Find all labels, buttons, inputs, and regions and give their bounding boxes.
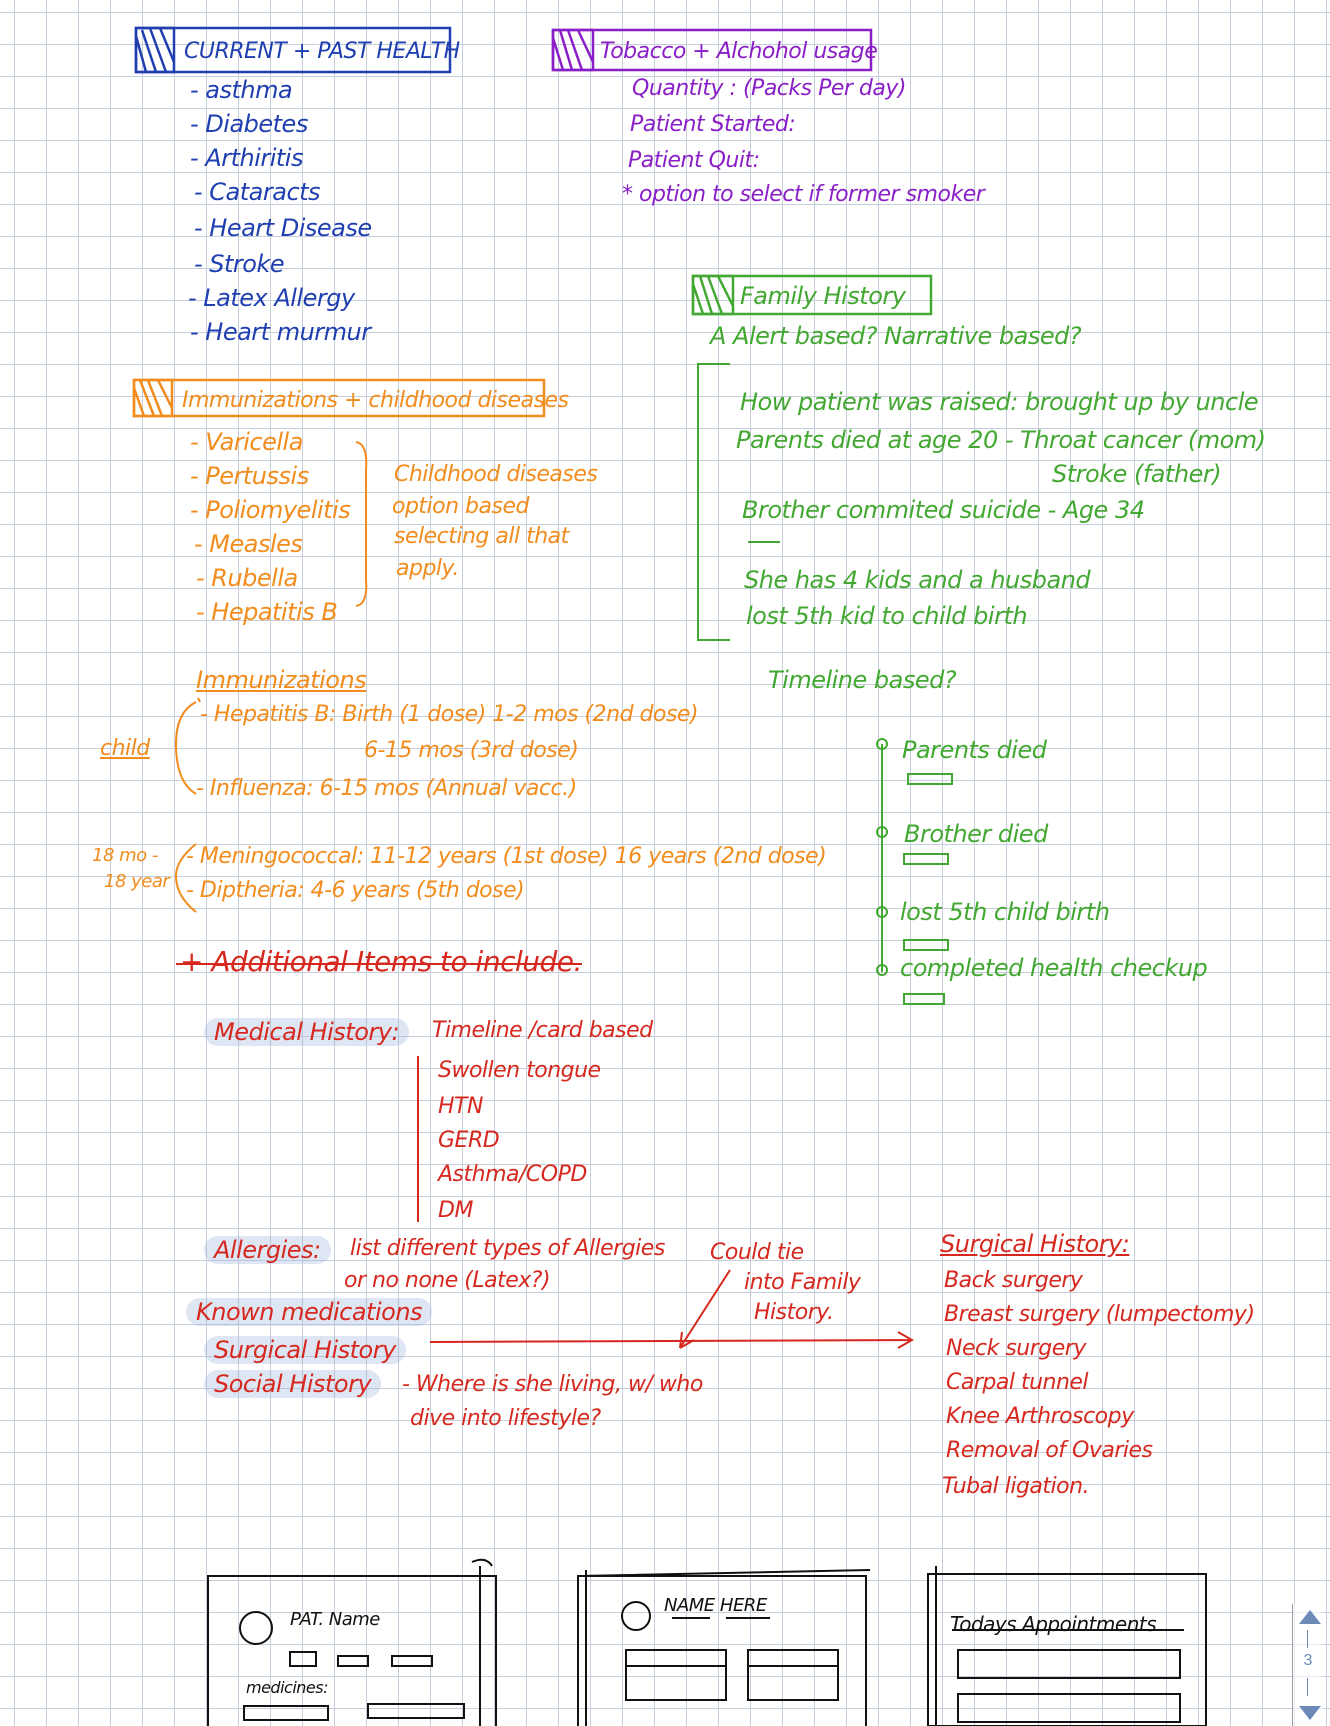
tie-note: into Family: [744, 1270, 861, 1295]
additional-title: + Additional Items to include.: [180, 945, 582, 978]
nav-divider: [1307, 1630, 1308, 1648]
nav-divider: [1307, 1678, 1308, 1696]
childhood-brace: [356, 442, 366, 606]
list-item: - Heart murmur: [190, 318, 371, 346]
allergies-value: list different types of Allergies: [350, 1236, 665, 1261]
tobacco-quit: Patient Quit:: [628, 148, 760, 173]
childhood-note: Childhood diseases: [394, 462, 598, 487]
surgical-history-highlight: Surgical History: [204, 1336, 406, 1364]
wireframe-patient-name: PAT. Name: [290, 1609, 380, 1630]
tie-note: Could tie: [710, 1240, 804, 1265]
social-history-value: dive into lifestyle?: [410, 1406, 601, 1431]
list-item: - Varicella: [190, 428, 303, 456]
list-item: - Cataracts: [194, 178, 321, 206]
medical-history-item: HTN: [438, 1094, 483, 1119]
social-history-highlight: Social History: [204, 1370, 381, 1398]
child-bracket: [176, 702, 196, 794]
wireframe-name-header: NAME HERE: [664, 1595, 767, 1616]
allergies-value: or no none (Latex?): [344, 1268, 551, 1293]
surgical-history-title: Surgical History:: [940, 1230, 1130, 1258]
family-history-question: A Alert based? Narrative based?: [710, 322, 1082, 350]
surgical-item: Neck surgery: [946, 1336, 1086, 1361]
next-page-icon[interactable]: [1299, 1706, 1321, 1720]
allergies-highlight: Allergies:: [204, 1236, 331, 1264]
wireframe-sketches: [208, 1560, 1206, 1726]
list-item: - Poliomyelitis: [190, 496, 351, 524]
immunization-line: 6-15 mos (3rd dose): [364, 738, 579, 763]
surgical-item: Knee Arthroscopy: [946, 1404, 1134, 1429]
medical-history-item: Swollen tongue: [438, 1058, 601, 1083]
list-item: - Rubella: [196, 564, 298, 592]
medical-history-item: Asthma/COPD: [438, 1162, 587, 1187]
tie-note: History.: [754, 1300, 834, 1325]
wireframe-todays-appointments: Todays Appointments: [950, 1612, 1157, 1636]
tobacco-title: Tobacco + Alchohol usage: [600, 39, 878, 64]
tobacco-former-smoker-note: * option to select if former smoker: [622, 182, 985, 207]
narrative-line: She has 4 kids and a husband: [744, 566, 1091, 594]
surgical-item: Removal of Ovaries: [946, 1438, 1153, 1463]
immunization-line: - Diptheria: 4-6 years (5th dose): [186, 878, 525, 903]
social-history-value: - Where is she living, w/ who: [402, 1372, 703, 1397]
list-item: - asthma: [190, 76, 293, 104]
narrative-line: Parents died at age 20 - Throat cancer (mom): [736, 426, 1266, 454]
timeline-item: completed health checkup: [900, 954, 1208, 982]
narrative-line: Stroke (father): [1052, 460, 1222, 488]
narrative-line: Brother commited suicide - Age 34: [742, 496, 1145, 524]
medical-history-value: Timeline /card based: [432, 1018, 653, 1043]
narrative-line: lost 5th kid to child birth: [746, 602, 1028, 630]
tobacco-started: Patient Started:: [630, 112, 796, 137]
timeline-title: Timeline based?: [768, 666, 957, 694]
medical-history-label: [204, 1018, 409, 1046]
list-item: - Arthiritis: [190, 144, 303, 172]
surgical-item: Tubal ligation.: [942, 1474, 1090, 1499]
list-item: - Pertussis: [190, 462, 309, 490]
tobacco-quantity: Quantity : (Packs Per day): [632, 76, 906, 101]
surgical-arrow: [430, 1332, 912, 1348]
list-item: - Stroke: [194, 250, 285, 278]
list-item: - Heart Disease: [194, 214, 372, 242]
childhood-note: option based: [392, 494, 529, 519]
current-health-title: CURRENT + PAST HEALTH: [184, 39, 460, 64]
immunization-line: - Meningococcal: 11-12 years (1st dose) 16 years (2nd dose): [186, 844, 827, 869]
page-number: 3: [1303, 1652, 1313, 1669]
childhood-note: selecting all that: [394, 524, 569, 549]
timeline-item: Brother died: [904, 820, 1048, 848]
immunizations-childhood-title: Immunizations + childhood diseases: [182, 388, 569, 413]
list-item: - Hepatitis B: [196, 598, 338, 626]
immunization-line: - Influenza: 6-15 mos (Annual vacc.): [196, 776, 577, 801]
known-medications-highlight: Known medications: [186, 1298, 432, 1326]
page-navigator: [1292, 1604, 1323, 1726]
narrative-bracket: [698, 364, 730, 640]
child-label: child: [100, 736, 150, 761]
immunizations-title: Immunizations: [196, 666, 367, 694]
tie-arrow: [680, 1270, 730, 1348]
childhood-note: apply.: [396, 556, 459, 581]
surgical-history-label: [204, 1336, 406, 1364]
previous-page-icon[interactable]: [1299, 1610, 1321, 1624]
medical-history-item: GERD: [438, 1128, 500, 1153]
medical-history-highlight: Medical History:: [204, 1018, 409, 1046]
allergies-label: [204, 1236, 331, 1264]
wireframe-medicines: medicines:: [246, 1678, 328, 1697]
social-history-label: [204, 1370, 381, 1398]
surgical-item: Carpal tunnel: [946, 1370, 1089, 1395]
list-item: - Measles: [194, 530, 303, 558]
age-label: 18 mo -: [92, 845, 158, 866]
surgical-item: Back surgery: [944, 1268, 1083, 1293]
known-medications: [186, 1298, 432, 1326]
surgical-item: Breast surgery (lumpectomy): [944, 1302, 1255, 1327]
immunization-line: - Hepatitis B: Birth (1 dose) 1-2 mos (2nd dose): [200, 702, 699, 727]
timeline-item: Parents died: [902, 736, 1047, 764]
list-item: - Latex Allergy: [188, 284, 355, 312]
age-label: 18 year: [104, 871, 170, 892]
list-item: - Diabetes: [190, 110, 308, 138]
medical-history-item: DM: [438, 1198, 473, 1223]
narrative-line: How patient was raised: brought up by uncle: [740, 388, 1259, 416]
timeline-item: lost 5th child birth: [900, 898, 1110, 926]
family-history-title: Family History: [740, 282, 906, 310]
